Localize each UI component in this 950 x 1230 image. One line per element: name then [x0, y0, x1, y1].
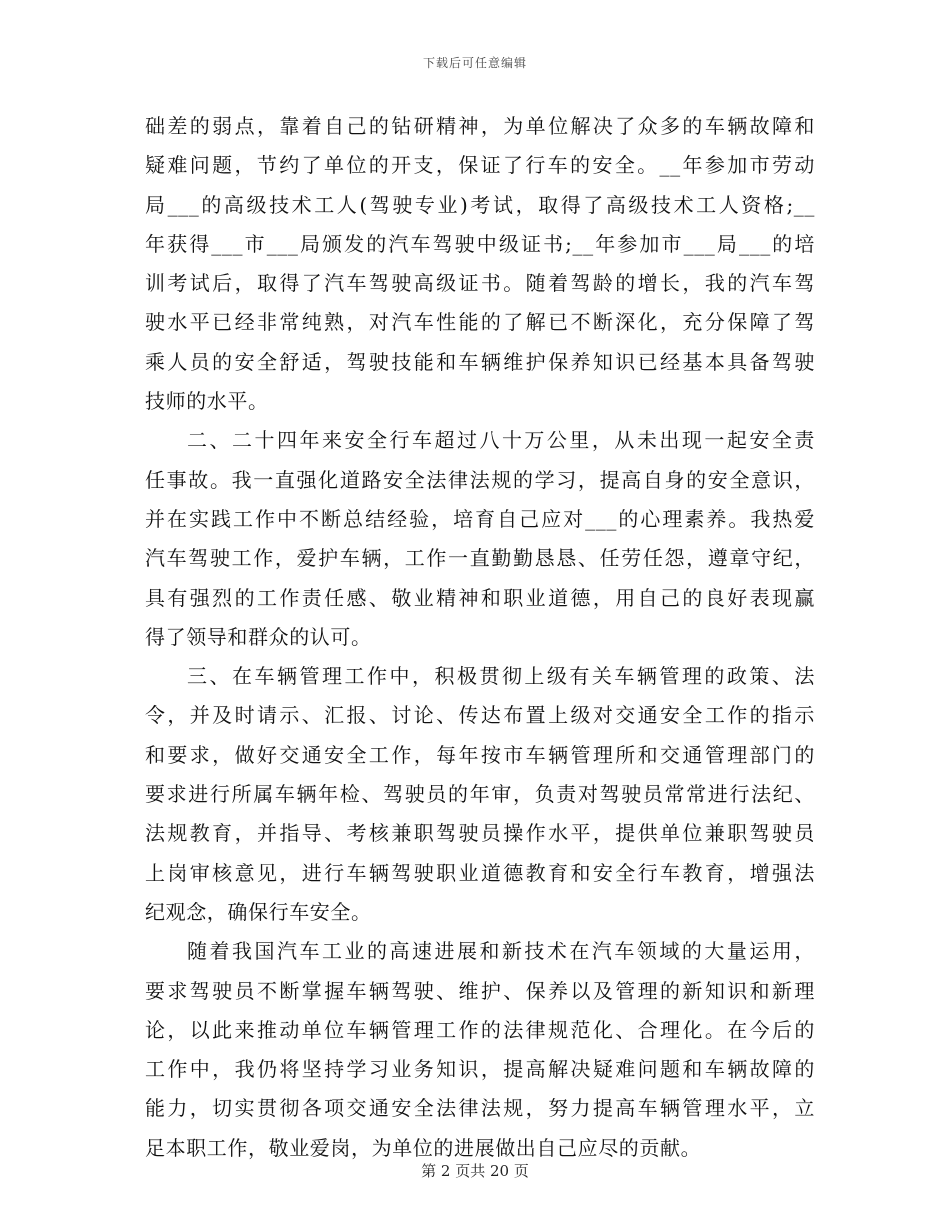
text-line: 要求进行所属车辆年检、驾驶员的年审，负责对驾驶员常常进行法纪、: [145, 782, 815, 807]
text-line: 技师的水平。: [145, 389, 269, 414]
text-line: 年获得___市___局颁发的汽车驾驶中级证书;__年参加市___局___的培: [145, 231, 815, 256]
text-line: 能力，切实贯彻各项交通安全法律法规，努力提高车辆管理水平，立: [145, 1096, 815, 1121]
page-footer: 第 2 页共 20 页: [421, 1162, 529, 1180]
paragraph-4: [145, 932, 815, 1168]
paragraph-1: [145, 107, 815, 421]
text-line: 并在实践工作中不断总结经验，培育自己应对___的心理素养。我热爱: [145, 506, 815, 531]
text-line: 随着我国汽车工业的高速进展和新技术在汽车领域的大量运用，: [187, 939, 815, 964]
text-line: 具有强烈的工作责任感、敬业精神和职业道德，用自己的良好表现赢: [145, 585, 815, 610]
text-line: 汽车驾驶工作，爱护车辆，工作一直勤勤恳恳、任劳任怨，遵章守纪，: [145, 546, 815, 571]
text-line: 上岗审核意见，进行车辆驾驶职业道德教育和安全行车教育，增强法: [145, 860, 815, 885]
text-line: 驶水平已经非常纯熟，对汽车性能的了解已不断深化，充分保障了驾: [145, 310, 815, 335]
paragraph-3: [145, 657, 815, 932]
text-line: 局___的高级技术工人(驾驶专业)考试，取得了高级技术工人资格;__: [145, 192, 815, 217]
text-line: 令，并及时请示、汇报、讨论、传达布置上级对交通安全工作的指示: [145, 703, 815, 728]
text-line: 法规教育，并指导、考核兼职驾驶员操作水平，提供单位兼职驾驶员: [145, 821, 815, 846]
text-line: 二、二十四年来安全行车超过八十万公里，从未出现一起安全责: [187, 428, 815, 453]
text-line: 础差的弱点，靠着自己的钻研精神，为单位解决了众多的车辆故障和: [145, 114, 815, 138]
text-line: 工作中，我仍将坚持学习业务知识，提高解决疑难问题和车辆故障的: [145, 1057, 815, 1082]
text-line: 足本职工作，敬业爱岗，为单位的进展做出自己应尽的贡献。: [145, 1135, 702, 1160]
text-line: 乘人员的安全舒适，驾驶技能和车辆维护保养知识已经基本具备驾驶: [145, 349, 815, 374]
text-line: 得了领导和群众的认可。: [145, 624, 372, 649]
text-line: 论，以此来推动单位车辆管理工作的法律规范化、合理化。在今后的: [145, 1017, 815, 1042]
text-line: 任事故。我一直强化道路安全法律法规的学习，提高自身的安全意识，: [145, 467, 815, 492]
paragraph-2: [145, 421, 815, 657]
text-line: 要求驾驶员不断掌握车辆驾驶、维护、保养以及管理的新知识和新理: [145, 978, 815, 1003]
text-line: 和要求，做好交通安全工作，每年按市车辆管理所和交通管理部门的: [145, 742, 815, 767]
text-line: 疑难问题，节约了单位的开支，保证了行车的安全。__年参加市劳动: [145, 153, 815, 178]
text-line: 三、在车辆管理工作中，积极贯彻上级有关车辆管理的政策、法: [187, 664, 815, 689]
document-body: [145, 107, 815, 1168]
text-line: 纪观念，确保行车安全。: [145, 899, 372, 924]
text-line: 训考试后，取得了汽车驾驶高级证书。随着驾龄的增长，我的汽车驾: [145, 271, 815, 296]
page-header: 下载后可任意编辑: [422, 56, 527, 70]
